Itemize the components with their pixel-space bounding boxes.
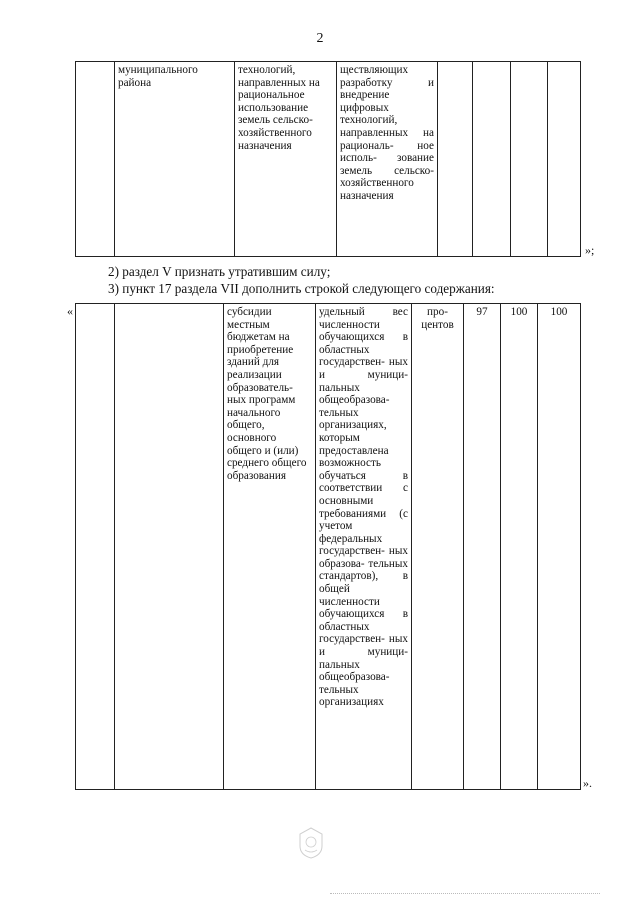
opening-quote: «	[67, 304, 73, 318]
table-cell-purpose: субсидии местным бюджетам на приобретение зданий для реализации образователь- ных программ начального общего, основного общего и (или) среднего общего образования	[224, 304, 316, 790]
table-new-row	[75, 303, 581, 790]
table-cell-value	[511, 62, 548, 257]
table-cell-unit	[438, 62, 473, 257]
table-continuation	[75, 61, 581, 257]
closing-quote: »;	[585, 243, 595, 257]
paragraph-item-2: 2) раздел V признать утратившим силу;	[108, 264, 331, 279]
page-number: 2	[316, 31, 324, 46]
table-cell-value	[473, 62, 511, 257]
table-cell-recipient	[115, 304, 224, 790]
scan-artifact	[330, 893, 600, 896]
table-cell-value: 97	[464, 304, 501, 790]
emblem-watermark-icon	[296, 826, 326, 860]
table-cell-value: 100	[538, 304, 581, 790]
table-cell-value: 100	[501, 304, 538, 790]
table-cell-indicator: ществляющих разработку и внедрение цифровых технологий, направленных на рациональ- ное исполь- зование земель сельско- хозяйственного назначения	[337, 62, 438, 257]
table-cell-value	[548, 62, 581, 257]
closing-quote: ».	[583, 776, 592, 790]
paragraph-item-3: 3) пункт 17 раздела VII дополнить строкой следующего содержания:	[108, 281, 495, 296]
table-cell-purpose: технологий, направленных на рациональное использование земель сельско- хозяйственного назначения	[235, 62, 337, 257]
table-cell-num	[76, 304, 115, 790]
table-cell-num	[76, 62, 115, 257]
table-cell-recipient: муниципального района	[115, 62, 235, 257]
table-row	[76, 304, 581, 790]
table-cell-indicator: удельный вес численности обучающихся в областных государствен- ных и муници- пальных общеобразова- тельных организациях, которым предоставлена возможность обучаться в соответствии с основными требованиями (с учетом федеральных государствен- ных образова- тельных стандартов), в общей численности обучающихся в областных государствен- ных и муници- пальных общеобразова- тельных организациях	[316, 304, 412, 790]
table-row	[76, 62, 581, 257]
table-cell-unit: про- центов	[412, 304, 464, 790]
